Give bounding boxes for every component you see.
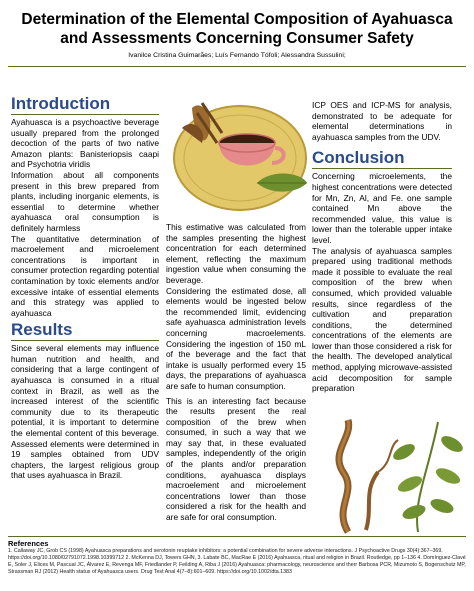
column-middle <box>166 222 306 523</box>
intro-paragraph-3: The quantitative determination of macroelement and microelement concentrations is important in consumer protection regarding potential contamination by toxic elements and/or excessive intake of essential elements and this strategy was applied to ayahuasca <box>11 233 159 318</box>
right-paragraph-3: The analysis of ayahuasca samples prepared using traditional methods made it possible to evaluate the real composition of the brew when consumed, which provided valuable results, since regardless of the cultivation and preparation conditions, the determined concentrations of the elements are lower than those considered a risk for the health. The developed analytical method, applying microwave-assisted acid decomposition for sample preparation <box>312 245 452 394</box>
conclusion-heading: Conclusion <box>312 148 452 169</box>
column-right <box>312 100 452 394</box>
right-paragraph-1: ICP OES and ICP-MS for analysis, demonstrated to be adequate for elemental determinations in ayahuasca samples from the UDV. <box>312 100 452 142</box>
references-text: 1. Callaway JC, Grob CS (1998) Ayahuasca preparations and serotonin reuptake inhibitors: a potential combination for severe adverse interactions. J Psychoactive Drugs 30(4):367–369. https://doi.org/10.1080/02791072.1998.10399712 2. McKenna DJ, Towers GHN, 3. Labate BC, MacRae E (2016) Ayahuasca, ritual and religion in Brazil. Routledge, pp 1–136 4. Domínguez-Clavé E, Soler J, Elices M, Pascual JC, Álvarez E, Revenga MF, Friedlander P, Feilding A, Riba J (2016) Ayahuasca: pharmacology, neuroscience and therr Barbosa PCR, Mizumoto S, Bogenschutz MP, Strassman RJ (2012) Health status of Ayahuasca users. Drug Test Anal 4(7–8):601–609. https://doi.org/10.1002/dta.1383 <box>8 548 466 575</box>
column-left <box>11 94 159 481</box>
results-heading: Results <box>11 320 159 341</box>
middle-paragraph-2: Considering the estimated dose, all elements would be ingested below the recommended limit, evidencing safe ayahuasca administration levels concerning macroelements. Considering the ingestion of 150 mL of the beverage and the fact that intake is usually performed every 15 days, the preparations of ayahuasca are safe to human consumption. <box>166 285 306 391</box>
middle-paragraph-3: This is an interesting fact because the results present the real composition of the brew when consumed, in such a way that we may say that, in these evaluated samples, independently of the origin of the plants and/or preparation conditions, ayahuasca displays macroelement and microelement concentrations lower than those considered a risk for the health and are safe for oral consumption. <box>166 395 306 523</box>
middle-paragraph-1: This estimative was calculated from the samples presenting the highest concentration for each determined element, reflecting the maximum ingestion value when consuming the beverage. <box>166 222 306 285</box>
right-paragraph-2: Concerning microelements, the highest concentrations were detected for Mn, Zn, Al, and Fe. one sample contained Mn above the recommended value, this value is lower than the tolerable upper intake level. <box>312 171 452 245</box>
intro-paragraph-2: Information about all components present in this brew prepared from plants, including inorganic elements, is essential to determine whether ayahuasca oral consumption is definitely harmless <box>11 169 159 233</box>
paper-title: Determination of the Elemental Composition of Ayahuasca and Assessments Concerning Consumer Safety <box>21 11 453 47</box>
plant-vine-illustration <box>318 412 466 534</box>
references-section <box>8 540 466 576</box>
results-paragraph-1: Since several elements may influence human nutrition and health, and considering that a large contingent of ayahuasca is consumed in a ritual context in Brazil, as well as the increased interest of the scientific community due to its therapeutic potential, it is important to determine the elemental content of this beverage. Assessed elements were determined in 19 samples obtained from UDV chapters, the largest religious group that uses ayahuasca in Brazil. <box>11 343 159 481</box>
references-heading: References <box>8 539 49 548</box>
authors: Ivanilce Cristina Guimarães; Luís Fernando Tófoli; Alessandra Sussulini; <box>128 52 346 59</box>
ayahuasca-cup-illustration <box>162 88 312 218</box>
header-divider <box>8 66 466 67</box>
intro-paragraph-1: Ayahuasca is a psychoactive beverage usually prepared from the prolonged decoction of the parts of two native Amazon plants: Banisteriopsis caapi and Psychotria viridis <box>11 117 159 170</box>
references-divider <box>8 536 466 537</box>
introduction-heading: Introduction <box>11 94 159 115</box>
